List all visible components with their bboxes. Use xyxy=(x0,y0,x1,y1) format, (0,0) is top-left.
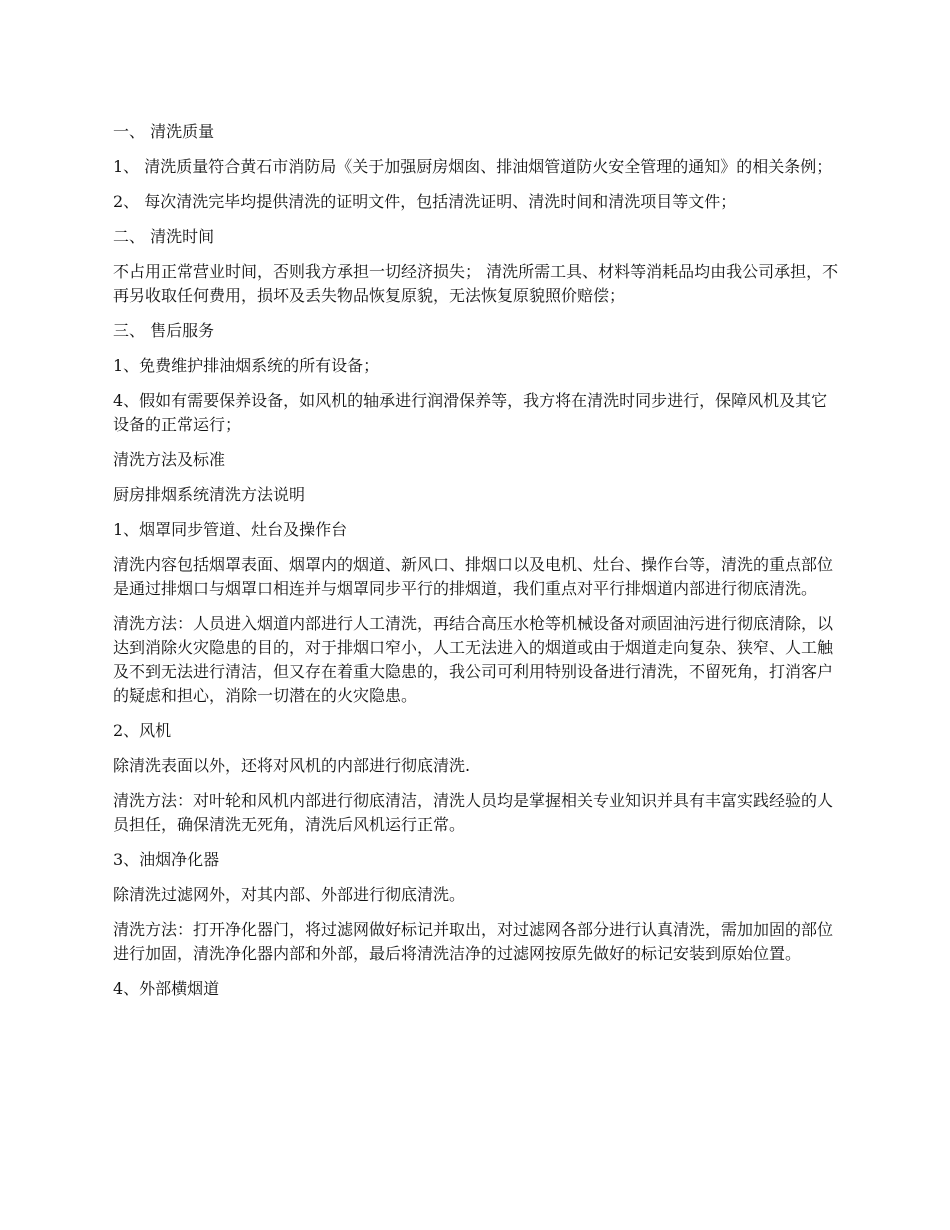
section-purifier-content: 除清洗过滤网外，对其内部、外部进行彻底清洗。 xyxy=(113,885,466,904)
quality-item-1: 1、 清洗质量符合黄石市消防局《关于加强厨房烟囱、排油烟管道防火安全管理的通知》的相关条例； xyxy=(113,157,833,176)
section-purifier-method: 清洗方法：打开净化器门，将过滤网做好标记并取出，对过滤网各部分进行认真清洗，需加加固的部位进行加固，清洗净化器内部和外部，最后将清洗洁净的过滤网按原先做好的标记安装到原始位置。 xyxy=(113,920,834,963)
section-hood-heading: 1、烟罩同步管道、灶台及操作台 xyxy=(113,520,348,539)
section-hood-content: 清洗内容包括烟罩表面、烟罩内的烟道、新风口、排烟口以及电机、灶台、操作台等，清洗的重点部位是通过排烟口与烟罩口相连并与烟罩同步平行的排烟道，我们重点对平行排烟道内部进行彻底清洗。 xyxy=(113,555,834,598)
heading-methods-standards: 清洗方法及标准 xyxy=(113,450,226,469)
section-hood-method: 清洗方法：人员进入烟道内部进行人工清洗，再结合高压水枪等机械设备对顽固油污进行彻底清除，以达到消除火灾隐患的目的，对于排烟口窄小，人工无法进入的烟道或由于烟道走向复杂、狭窄、人工触及不到无法进行清洁，但又存在着重大隐患的，我公司可利用特别设备进行清洗，不留死角，打消客户的疑虑和担心，消除一切潜在的火灾隐患。 xyxy=(113,614,834,705)
section-purifier-heading: 3、油烟净化器 xyxy=(113,850,220,869)
section-fan-content: 除清洗表面以外，还将对风机的内部进行彻底清洗. xyxy=(113,756,471,775)
section-external-duct-heading: 4、外部横烟道 xyxy=(113,979,220,998)
section-fan-heading: 2、风机 xyxy=(113,721,172,740)
quality-item-2: 2、 每次清洗完毕均提供清洗的证明文件，包括清洗证明、清洗时间和清洗项目等文件； xyxy=(113,192,737,211)
heading-method-description: 厨房排烟系统清洗方法说明 xyxy=(113,485,306,504)
section-fan-method: 清洗方法：对叶轮和风机内部进行彻底清洁，清洗人员均是掌握相关专业知识并具有丰富实践经验的人员担任，确保清洗无死角，清洗后风机运行正常。 xyxy=(113,791,834,834)
heading-after-sales: 三、 售后服务 xyxy=(113,321,215,340)
heading-cleaning-quality: 一、 清洗质量 xyxy=(113,122,215,141)
document-page xyxy=(113,120,840,1012)
after-sales-item-1: 1、免费维护排油烟系统的所有设备； xyxy=(113,356,380,375)
cleaning-time-text: 不占用正常营业时间，否则我方承担一切经济损失； 清洗所需工具、材料等消耗品均由我公司承担，不再另收取任何费用，损坏及丢失物品恢复原貌，无法恢复原貌照价赔偿； xyxy=(113,262,839,305)
after-sales-item-4: 4、假如有需要保养设备，如风机的轴承进行润滑保养等，我方将在清洗时同步进行，保障风机及其它设备的正常运行； xyxy=(113,391,828,434)
heading-cleaning-time: 二、 清洗时间 xyxy=(113,227,215,246)
